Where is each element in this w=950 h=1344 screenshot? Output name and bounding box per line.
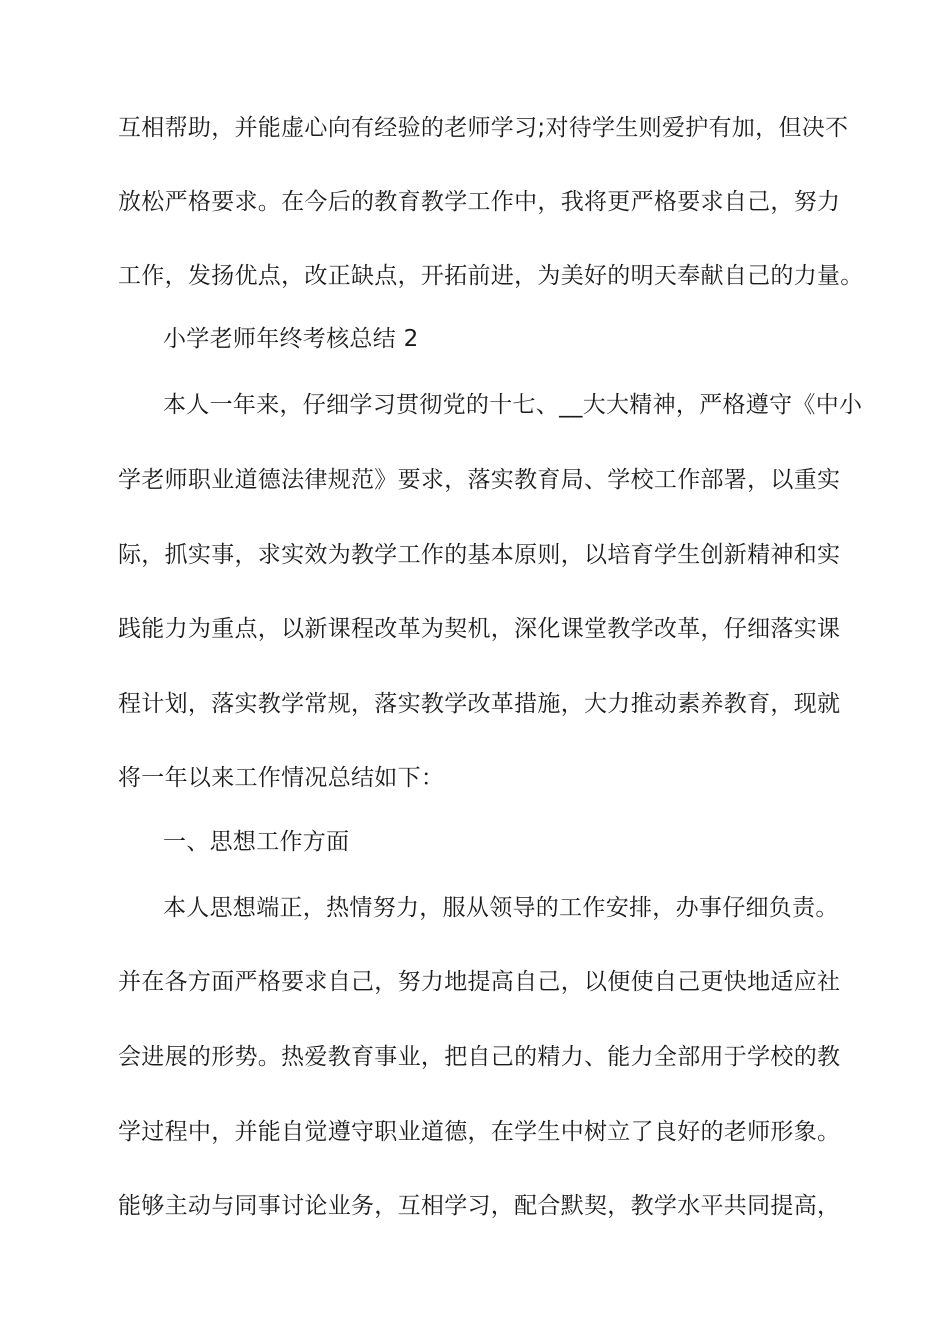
paragraph-line: 能够主动与同事讨论业务，互相学习，配合默契，教学水平共同提高， (118, 1193, 841, 1219)
paragraph-line: 会进展的形势。热爱教育事业，把自己的精力、能力全部用于学校的教 (118, 1044, 841, 1070)
paragraph-line: 践能力为重点，以新课程改革为契机，深化课堂教学改革，仔细落实课 (118, 616, 841, 642)
paragraph-line: 际，抓实事，求实效为教学工作的基本原则，以培育学生创新精神和实 (118, 542, 841, 568)
paragraph-line: 程计划，落实教学常规，落实教学改革措施，大力推动素养教育，现就 (118, 691, 841, 717)
paragraph-line: 并在各方面严格要求自己，努力地提高自己，以便使自己更快地适应社 (118, 969, 841, 995)
paragraph-line: 放松严格要求。在今后的教育教学工作中，我将更严格要求自己，努力 (118, 189, 841, 215)
section-heading: 小学老师年终考核总结 2 (163, 326, 419, 352)
section-heading: 一、思想工作方面 (163, 829, 350, 855)
paragraph-line: 工作，发扬优点，改正缺点，开拓前进，为美好的明天奉献自己的力量。 (118, 263, 864, 289)
paragraph-line: 互相帮助，并能虚心向有经验的老师学习;对待学生则爱护有加，但决不 (118, 115, 849, 141)
paragraph-line: 本人思想端正，热情努力，服从领导的工作安排，办事仔细负责。 (163, 895, 839, 921)
paragraph-line: 本人一年来，仔细学习贯彻党的十七、__大大精神，严格遵守《中小 (163, 392, 863, 418)
paragraph-line: 学过程中，并能自觉遵守职业道德，在学生中树立了良好的老师形象。 (118, 1119, 841, 1145)
paragraph-line: 学老师职业道德法律规范》要求，落实教育局、学校工作部署，以重实 (118, 467, 841, 493)
paragraph-line: 将一年以来工作情况总结如下： (118, 765, 445, 791)
